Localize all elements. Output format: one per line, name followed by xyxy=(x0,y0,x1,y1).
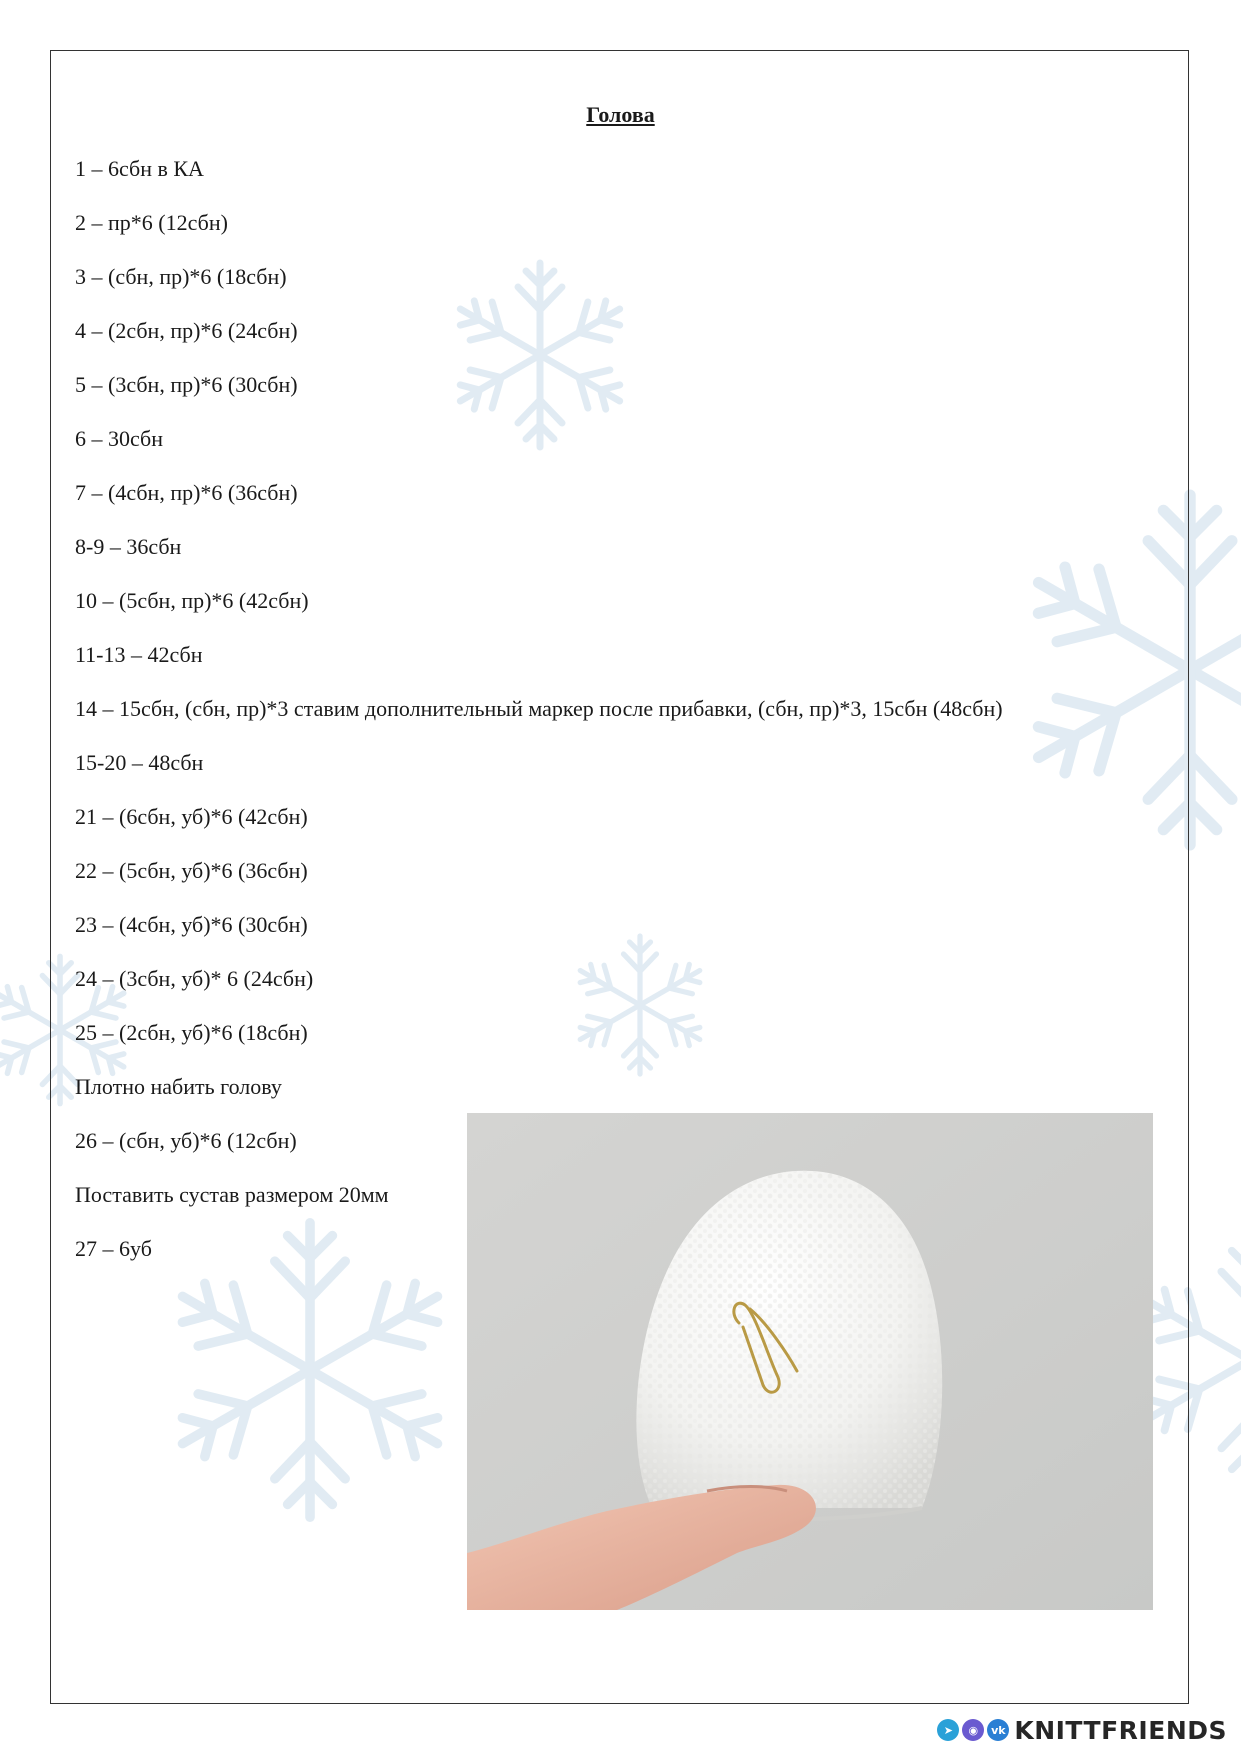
pattern-row: 26 – (сбн, уб)*6 (12сбн) xyxy=(75,1128,297,1153)
pattern-row: 3 – (сбн, пр)*6 (18сбн) xyxy=(75,264,287,289)
pattern-row: 4 – (2сбн, пр)*6 (24сбн) xyxy=(75,318,298,343)
watermark xyxy=(937,1713,1227,1747)
pattern-row: 24 – (3сбн, уб)* 6 (24сбн) xyxy=(75,966,314,991)
pattern-row: 14 – 15сбн, (сбн, пр)*3 ставим дополнительный маркер после прибавки, (сбн, пр)*3, 15сбн (48сбн) xyxy=(75,696,1003,721)
pattern-row: 8-9 – 36сбн xyxy=(75,534,182,559)
pattern-row: 27 – 6уб xyxy=(75,1236,152,1261)
pattern-row: 23 – (4сбн, уб)*6 (30сбн) xyxy=(75,912,308,937)
telegram-icon: ➤ xyxy=(937,1719,959,1741)
pattern-row: 11-13 – 42сбн xyxy=(75,642,203,667)
pattern-row: 5 – (3сбн, пр)*6 (30сбн) xyxy=(75,372,298,397)
pattern-row: 21 – (6сбн, уб)*6 (42сбн) xyxy=(75,804,308,829)
pattern-row: 7 – (4сбн, пр)*6 (36сбн) xyxy=(75,480,298,505)
pattern-row: 1 – 6сбн в КА xyxy=(75,156,204,181)
vk-icon: vk xyxy=(987,1719,1009,1741)
pattern-instruction: Поставить сустав размером 20мм xyxy=(75,1182,389,1207)
pattern-row: 15-20 – 48сбн xyxy=(75,750,204,775)
pattern-row: 22 – (5сбн, уб)*6 (36сбн) xyxy=(75,858,308,883)
pattern-row: 25 – (2сбн, уб)*6 (18сбн) xyxy=(75,1020,308,1045)
pattern-row: 6 – 30сбн xyxy=(75,426,163,451)
crochet-head-photo xyxy=(467,1113,1153,1610)
watermark-text: KNITTFRIENDS xyxy=(1014,1715,1227,1745)
ok-icon: ◉ xyxy=(962,1719,984,1741)
pattern-instruction: Плотно набить голову xyxy=(75,1074,282,1099)
pattern-row: 10 – (5сбн, пр)*6 (42сбн) xyxy=(75,588,309,613)
section-title: Голова xyxy=(586,102,655,127)
pattern-row: 2 – пр*6 (12сбн) xyxy=(75,210,228,235)
